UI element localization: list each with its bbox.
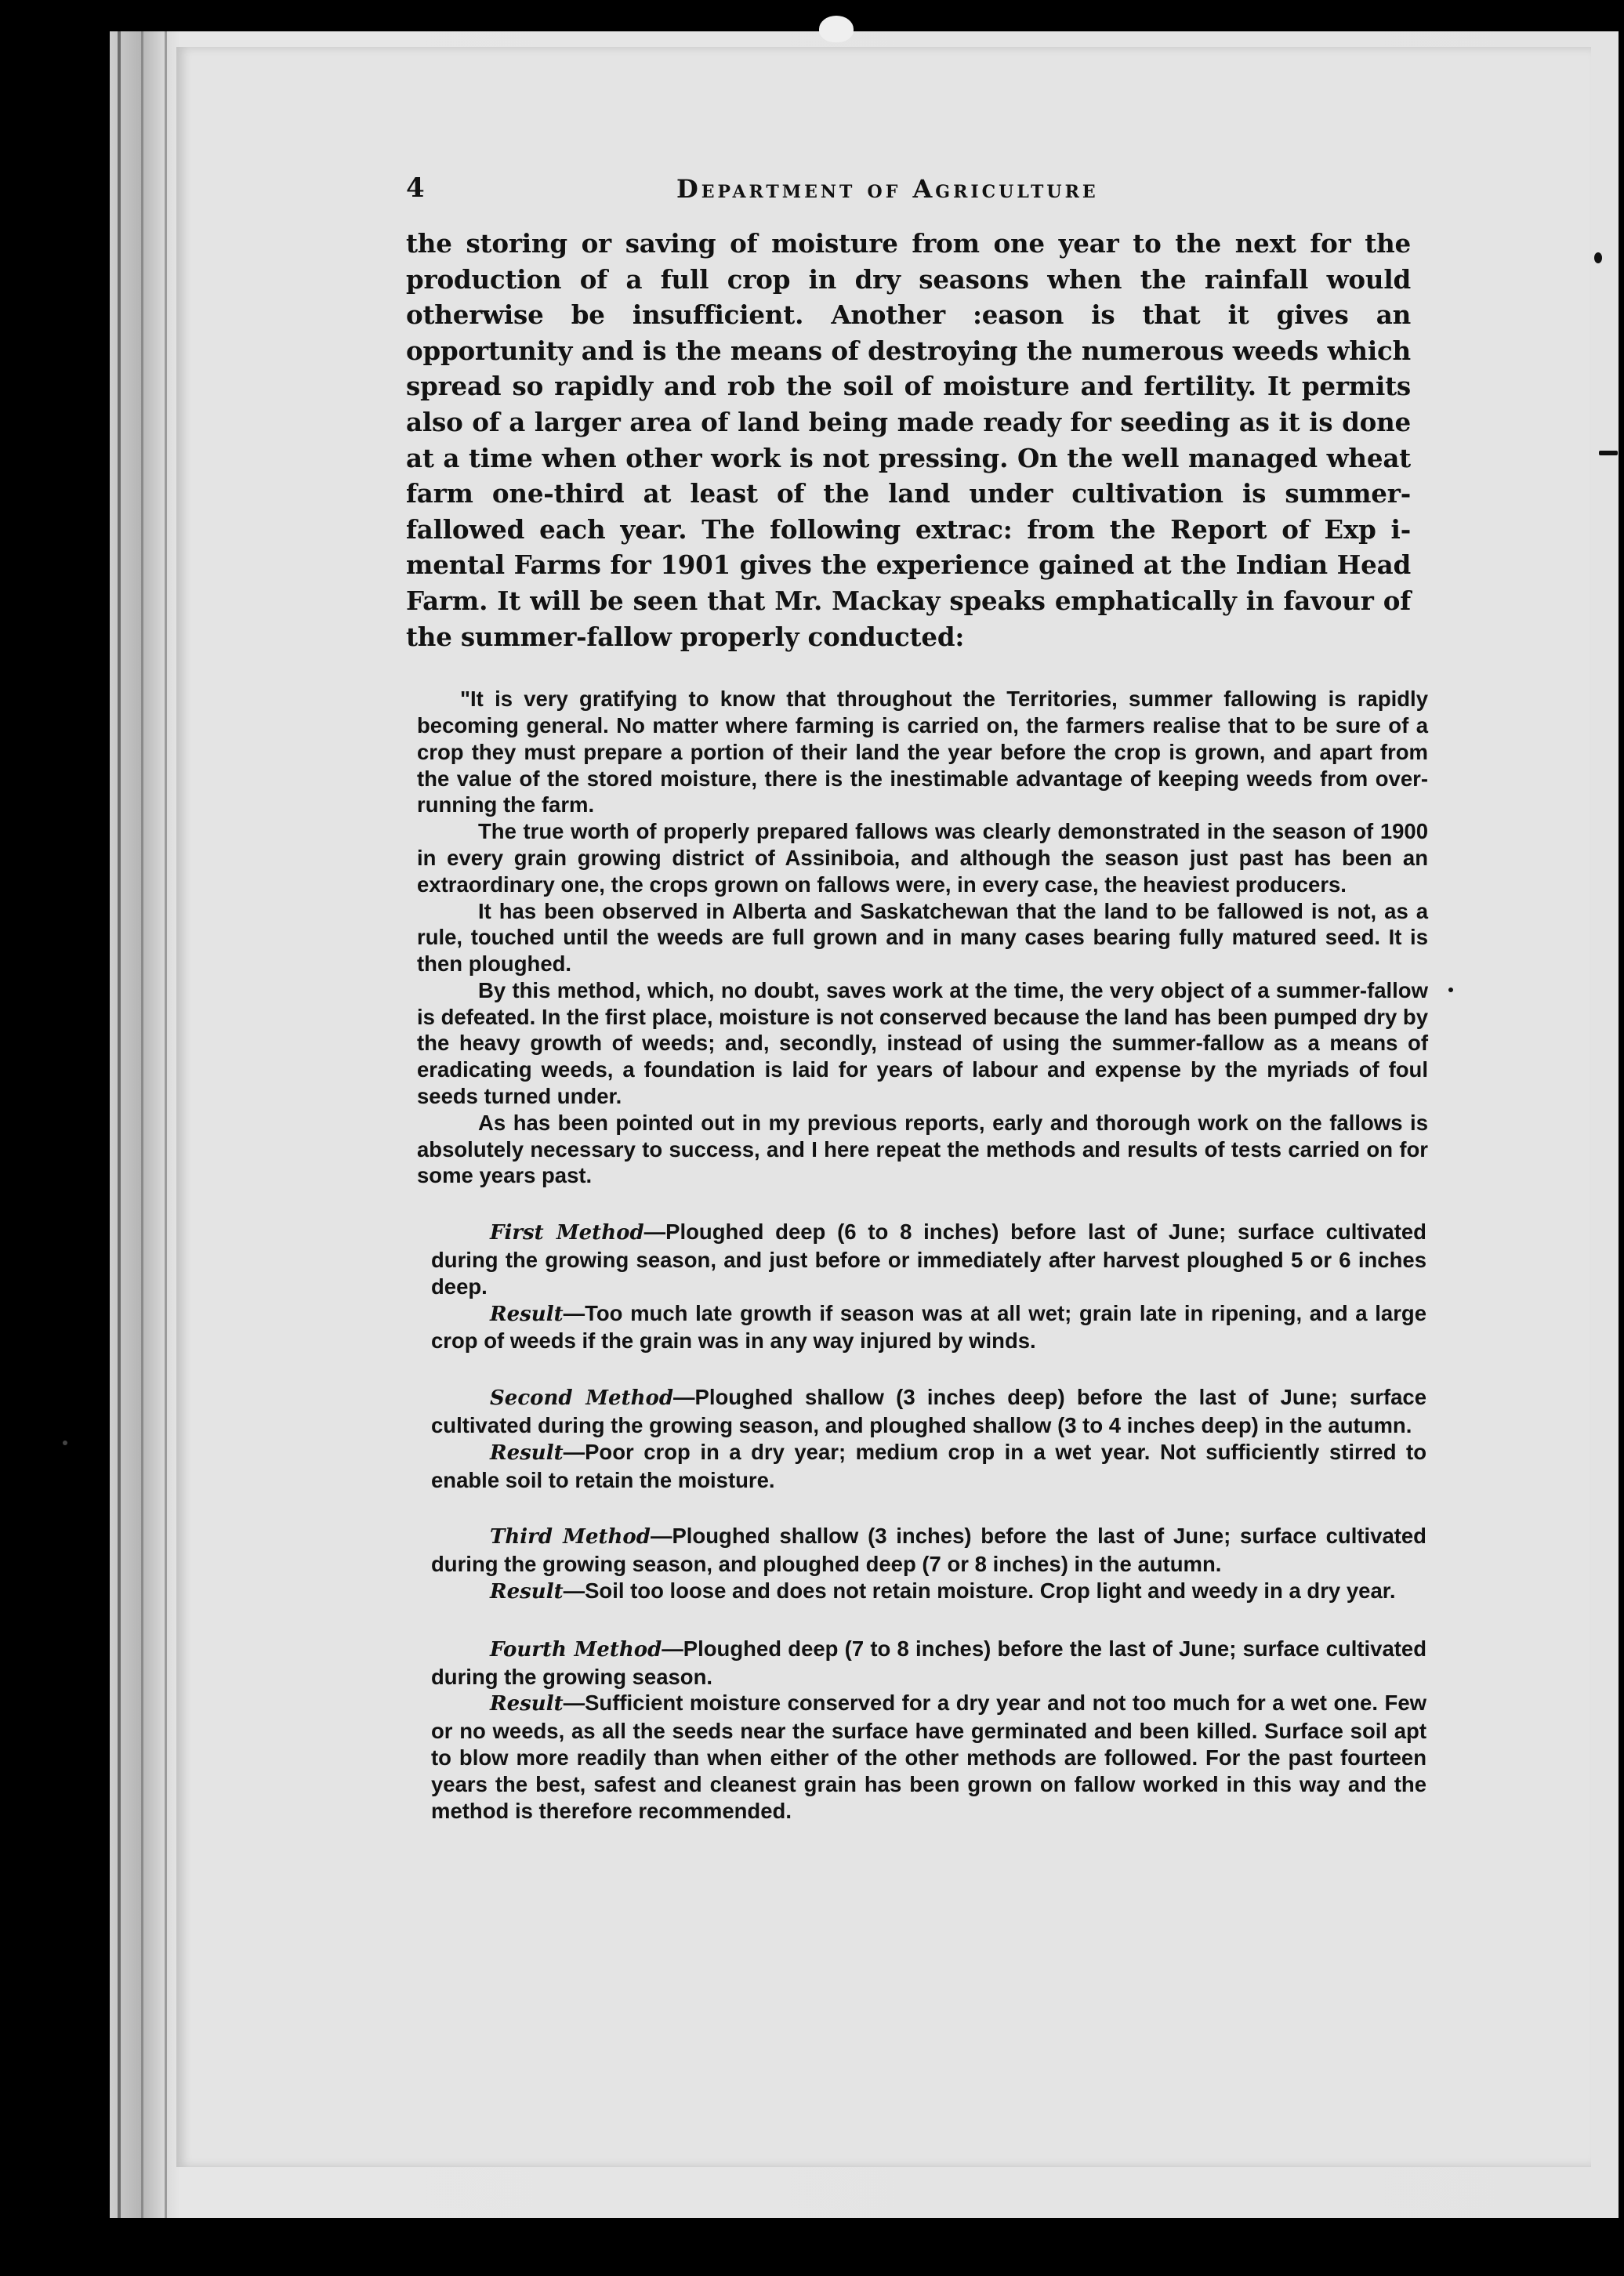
method-label: Fourth Method [490, 1637, 662, 1662]
page-edge-line [118, 31, 121, 2218]
quote-paragraph: The true worth of properly prepared fallows was clearly demonstrated in the season of 1900 in every grain growing district of Assiniboia, and although the season just past has been an extraordinary one, the crops grown on fallows were, in every case, the heaviest producers. [417, 819, 1428, 897]
method-result: Result—Too much late growth if season was at all wet; grain late in ripening, and a large crop of weeds if the grain was in any way injured by winds. [431, 1300, 1426, 1354]
method-result: Result—Sufficient moisture conserved for a dry year and not too much for a wet one. Few or no weeds, as all the seeds near the surface have germinated and been killed. Surface soil apt to blow more readily than when either of the other methods are followed. For the past fourteen years the best, safest and cleanest grain has been grown on fallow worked in this way and the method is therefore recommended. [431, 1691, 1426, 1823]
page-content [406, 172, 1428, 1824]
method-second [431, 1384, 1426, 1493]
page-edge-line [141, 31, 143, 2218]
method-fourth [431, 1636, 1426, 1825]
method-text: Ploughed deep (6 to 8 inches) before last of June; surface cultivated during the growing season, and just before or immediately after harvest ploughed 5 or 6 inches deep. [431, 1220, 1426, 1299]
result-text: Poor crop in a dry year; medium crop in a wet year. Not sufficiently stirred to enable soil to retain the moisture. [431, 1439, 1426, 1492]
page-number: 4 [406, 172, 425, 204]
method-label: First Method [490, 1221, 644, 1245]
method-description: Second Method—Ploughed shallow (3 inches deep) before the last of June; surface cultivated during the growing season, and ploughed shallow (3 to 4 inches deep) in the autumn. [431, 1385, 1426, 1438]
ink-speck [1448, 988, 1453, 992]
running-head [406, 172, 1425, 219]
intro-paragraph: the storing or saving of moisture from one year to the next for the production of a full crop in dry seasons when the rainfall would otherwise be insufficient. Another :eason is that it gives an opportunity and is the means of destroying the numerous weeds which spread so rapidly and rob the soil of moisture and fertility. It permits also of a larger area of land being made ready for seeding as it is done at a time when other work is not pressing. On the well managed wheat farm one-third at least of the land under cultivation is summer-fallowed each year. The following extrac: from the Report of Exp i-mental Farms for 1901 gives the experience gained at the Indian Head Farm. It will be seen that Mr. Mackay speaks emphatically in favour of the summer-fallow properly conducted: [406, 228, 1411, 652]
method-result: Result—Poor crop in a dry year; medium crop in a wet year. Not sufficiently stirred to enable soil to retain the moisture. [431, 1439, 1426, 1492]
running-title: Department of Agriculture [676, 174, 1099, 204]
method-third [431, 1523, 1426, 1605]
quote-paragraph: "It is very gratifying to know that throughout the Territories, summer fallowing is rapidly becoming general. No matter where farming is carried on, the farmers realise that to be sure of a crop they must prepare a portion of their land the year before the crop is grown, and apart from the value of the stored moisture, there is the inestimable advantage of keeping weeds from over-running the farm. [417, 687, 1428, 817]
result-text: Sufficient moisture conserved for a dry year and not too much for a wet one. Few or no weeds, as all the seeds near the surface have germinated and been killed. Surface soil apt to blow more readily than when either of the other methods are followed. For the past fourteen years the best, safest and cleanest grain has been grown on fallow worked in this way and the method is therefore recommended. [431, 1691, 1426, 1823]
result-text: Soil too loose and does not retain moisture. Crop light and weedy in a dry year. [585, 1578, 1396, 1604]
method-label: Third Method [490, 1525, 651, 1549]
quote-paragraph: It has been observed in Alberta and Saskatchewan that the land to be fallowed is not, as a rule, touched until the weeds are full grown and in many cases bearing fully matured seed. It is then ploughed. [417, 898, 1428, 977]
method-text: Ploughed deep (7 to 8 inches) before the last of June; surface cultivated during the growing season. [431, 1636, 1426, 1689]
method-text: Ploughed shallow (3 inches) before the last of June; surface cultivated during the growing season, and ploughed deep (7 or 8 inches) in the autumn. [431, 1524, 1426, 1577]
paper-tear [819, 16, 854, 42]
quote-paragraph: As has been pointed out in my previous reports, early and thorough work on the fallows is absolutely necessary to success, and I here repeat the methods and results of tests carried on for some years past. [417, 1110, 1428, 1188]
ink-speck [1599, 451, 1618, 455]
page-edge-line [165, 31, 167, 2218]
method-text: Ploughed shallow (3 inches deep) before the last of June; surface cultivated during the growing season, and ploughed shallow (3 to 4 inches deep) in the autumn. [431, 1385, 1426, 1438]
result-label: Result [490, 1692, 564, 1716]
method-first [431, 1219, 1426, 1354]
method-result: Result—Soil too loose and does not retain moisture. Crop light and weedy in a dry year. [490, 1578, 1396, 1604]
method-description: Fourth Method—Ploughed deep (7 to 8 inches) before the last of June; surface cultivated during the growing season. [431, 1636, 1426, 1689]
ink-speck [1594, 252, 1602, 263]
result-text: Too much late growth if season was at all wet; grain late in ripening, and a large crop of weeds if the grain was in any way injured by winds. [431, 1300, 1426, 1354]
result-label: Result [490, 1302, 564, 1326]
ink-speck [63, 1441, 67, 1445]
result-label: Result [490, 1580, 564, 1604]
result-label: Result [490, 1441, 564, 1465]
method-label: Second Method [490, 1386, 674, 1411]
quoted-report [417, 686, 1428, 1189]
quote-paragraph: By this method, which, no doubt, saves work at the time, the very object of a summer-fallow is defeated. In the first place, moisture is not conserved because the land has been pumped dry by the heavy growth of weeds; and, secondly, instead of using the summer-fallow as a means of eradicating weeds, a foundation is laid for years of labour and expense by the myriads of foul seeds turned under. [417, 977, 1428, 1109]
method-description: Third Method—Ploughed shallow (3 inches) before the last of June; surface cultivated during the growing season, and ploughed deep (7 or 8 inches) in the autumn. [431, 1524, 1426, 1577]
method-description: First Method—Ploughed deep (6 to 8 inches) before last of June; surface cultivated during the growing season, and just before or immediately after harvest ploughed 5 or 6 inches deep. [431, 1220, 1426, 1299]
